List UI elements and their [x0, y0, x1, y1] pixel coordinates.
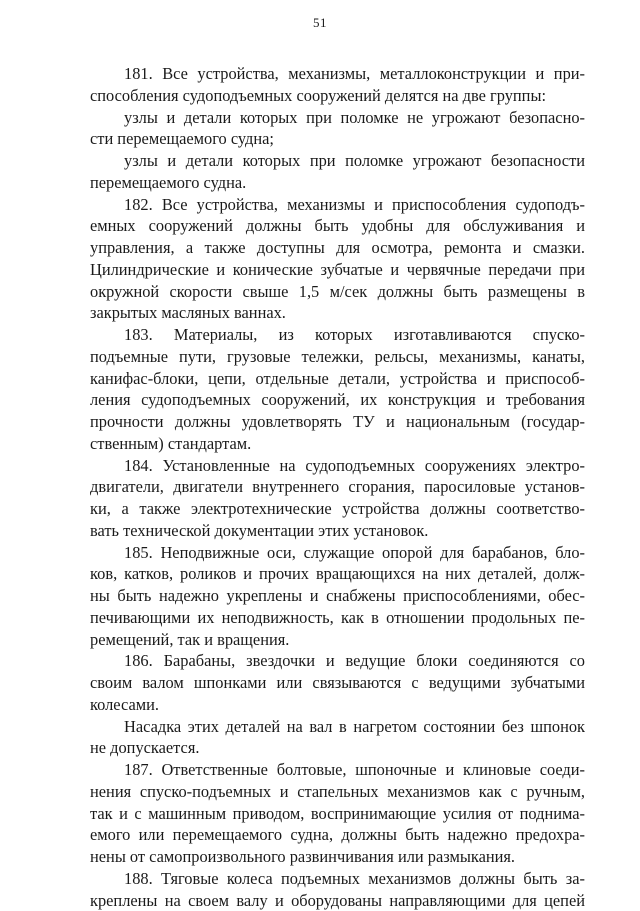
text-line: 187. Ответственные болтовые, шпоночные и клиновые соеди-	[90, 759, 585, 781]
text-line: Цилиндрические и конические зубчатые и червячные передачи при	[90, 259, 585, 281]
text-line: 183. Материалы, из которых изготавливаются спуско-	[90, 324, 585, 346]
text-line: 188. Тяговые колеса подъемных механизмов должны быть за-	[90, 868, 585, 890]
text-line: 181. Все устройства, механизмы, металлоконструкции и при-	[90, 63, 585, 85]
text-line: прочности должны удовлетворять ТУ и национальным (государ-	[90, 411, 585, 433]
text-line: вать технической документации этих установок.	[90, 520, 585, 542]
text-line: емого или перемещаемого судна, должны быть надежно предохра-	[90, 824, 585, 846]
text-line: креплены на своем валу и оборудованы направляющими для цепей	[90, 890, 585, 911]
text-line: способления судоподъемных сооружений делятся на две группы:	[90, 85, 585, 107]
text-line: печивающими их неподвижность, как в отношении продольных пе-	[90, 607, 585, 629]
text-line: 182. Все устройства, механизмы и приспособления судоподъ-	[90, 194, 585, 216]
text-line: ремещений, так и вращения.	[90, 629, 585, 651]
text-line: 184. Установленные на судоподъемных сооружениях электро-	[90, 455, 585, 477]
text-line: ки, а также электротехнические устройства должны соответство-	[90, 498, 585, 520]
text-line: закрытых масляных ваннах.	[90, 302, 585, 324]
document-body	[90, 63, 585, 911]
text-line: так и с машинным приводом, воспринимающие усилия от поднима-	[90, 803, 585, 825]
text-line: ны быть надежно укреплены и снабжены приспособлениями, обес-	[90, 585, 585, 607]
text-line: 185. Неподвижные оси, служащие опорой для барабанов, бло-	[90, 542, 585, 564]
text-line: ков, катков, роликов и прочих вращающихся на них деталей, долж-	[90, 563, 585, 585]
text-line: своим валом шпонками или связываются с ведущими зубчатыми	[90, 672, 585, 694]
text-line: ственным) стандартам.	[90, 433, 585, 455]
text-line: не допускается.	[90, 737, 585, 759]
text-line: окружной скорости свыше 1,5 м/сек должны быть размещены в	[90, 281, 585, 303]
text-line: узлы и детали которых при поломке угрожают безопасности	[90, 150, 585, 172]
text-line: сти перемещаемого судна;	[90, 128, 585, 150]
text-line: 186. Барабаны, звездочки и ведущие блоки соединяются со	[90, 650, 585, 672]
text-line: Насадка этих деталей на вал в нагретом состоянии без шпонок	[90, 716, 585, 738]
text-line: перемещаемого судна.	[90, 172, 585, 194]
text-line: двигатели, двигатели внутреннего сгорания, паросиловые установ-	[90, 476, 585, 498]
text-line: емных сооружений должны быть удобны для обслуживания и	[90, 215, 585, 237]
text-line: нения спуско-подъемных и стапельных механизмов как с ручным,	[90, 781, 585, 803]
text-line: узлы и детали которых при поломке не угрожают безопасно-	[90, 107, 585, 129]
text-line: канифас-блоки, цепи, отдельные детали, устройства и приспособ-	[90, 368, 585, 390]
text-line: подъемные пути, грузовые тележки, рельсы, механизмы, канаты,	[90, 346, 585, 368]
text-line: управления, а также доступны для осмотра, ремонта и смазки.	[90, 237, 585, 259]
text-line: колесами.	[90, 694, 585, 716]
page-number: 51	[0, 15, 640, 31]
text-line: нены от самопроизвольного развинчивания или размыкания.	[90, 846, 585, 868]
text-line: ления судоподъемных сооружений, их конструкция и требования	[90, 389, 585, 411]
